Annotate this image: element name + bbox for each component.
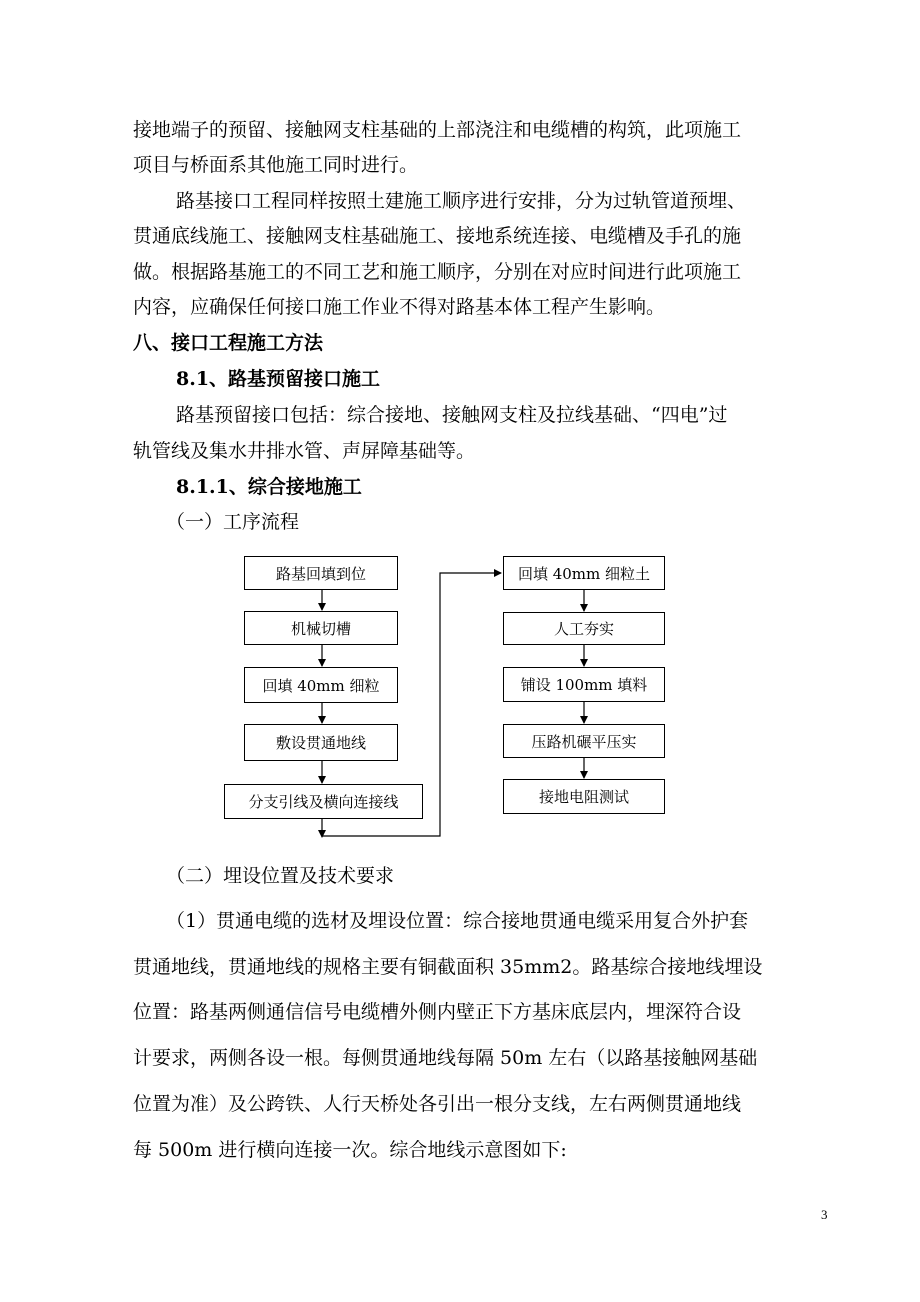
flow-step-left-5: 分支引线及横向连接线: [224, 784, 423, 819]
section-heading-8: 八、接口工程施工方法: [133, 332, 324, 354]
paragraph-line: 做。根据路基施工的不同工艺和施工顺序，分别在对应时间进行此项施工: [133, 261, 742, 283]
paragraph-line: 每 500m 进行横向连接一次。综合地线示意图如下:: [133, 1139, 567, 1161]
paragraph-line: 路基接口工程同样按照土建施工顺序进行安排，分为过轨管道预埋、: [176, 190, 747, 212]
flow-step-left-4: 敷设贯通地线: [244, 724, 398, 761]
flow-step-right-5: 接地电阻测试: [503, 779, 665, 814]
paragraph-line: 路基预留接口包括：综合接地、接触网支柱及拉线基础、“四电”过: [176, 404, 728, 426]
subheading-position-requirements: （二）埋设位置及技术要求: [166, 865, 395, 887]
flow-step-right-4: 压路机碾平压实: [503, 724, 665, 758]
paragraph-line: 轨管线及集水井排水管、声屏障基础等。: [133, 440, 476, 462]
flow-step-left-3: 回填 40mm 细粒: [244, 667, 398, 703]
paragraph-line: 贯通地线，贯通地线的规格主要有铜截面积 35mm2。路基综合接地线埋设: [133, 956, 763, 978]
paragraph-line: （1）贯通电缆的选材及埋设位置：综合接地贯通电缆采用复合外护套: [166, 910, 749, 932]
flow-step-right-1: 回填 40mm 细粒土: [503, 556, 665, 590]
flow-step-left-2: 机械切槽: [244, 611, 398, 645]
paragraph-line: 接地端子的预留、接触网支柱基础的上部浇注和电缆槽的构筑，此项施工: [133, 119, 742, 141]
paragraph-line: 内容，应确保任何接口施工作业不得对路基本体工程产生影响。: [133, 296, 666, 318]
paragraph-line: 位置：路基两侧通信信号电缆槽外侧内壁正下方基床底层内，埋深符合设: [133, 1001, 742, 1023]
page-number: 3: [821, 1207, 828, 1222]
paragraph-line: 项目与桥面系其他施工同时进行。: [133, 154, 419, 176]
flow-step-right-2: 人工夯实: [503, 612, 665, 645]
paragraph-line: 位置为准）及公跨铁、人行天桥处各引出一根分支线，左右两侧贯通地线: [133, 1093, 742, 1115]
flow-step-right-3: 铺设 100mm 填料: [503, 667, 665, 702]
paragraph-line: 计要求，两侧各设一根。每侧贯通地线每隔 50m 左右（以路基接触网基础: [133, 1047, 758, 1069]
section-heading-8-1-1: 8.1.1、综合接地施工: [176, 476, 362, 498]
flow-step-left-1: 路基回填到位: [244, 556, 398, 590]
section-heading-8-1: 8.1、路基预留接口施工: [176, 368, 381, 390]
paragraph-line: 贯通底线施工、接触网支柱基础施工、接地系统连接、电缆槽及手孔的施: [133, 225, 742, 247]
subheading-process-flow: （一）工序流程: [166, 511, 300, 533]
